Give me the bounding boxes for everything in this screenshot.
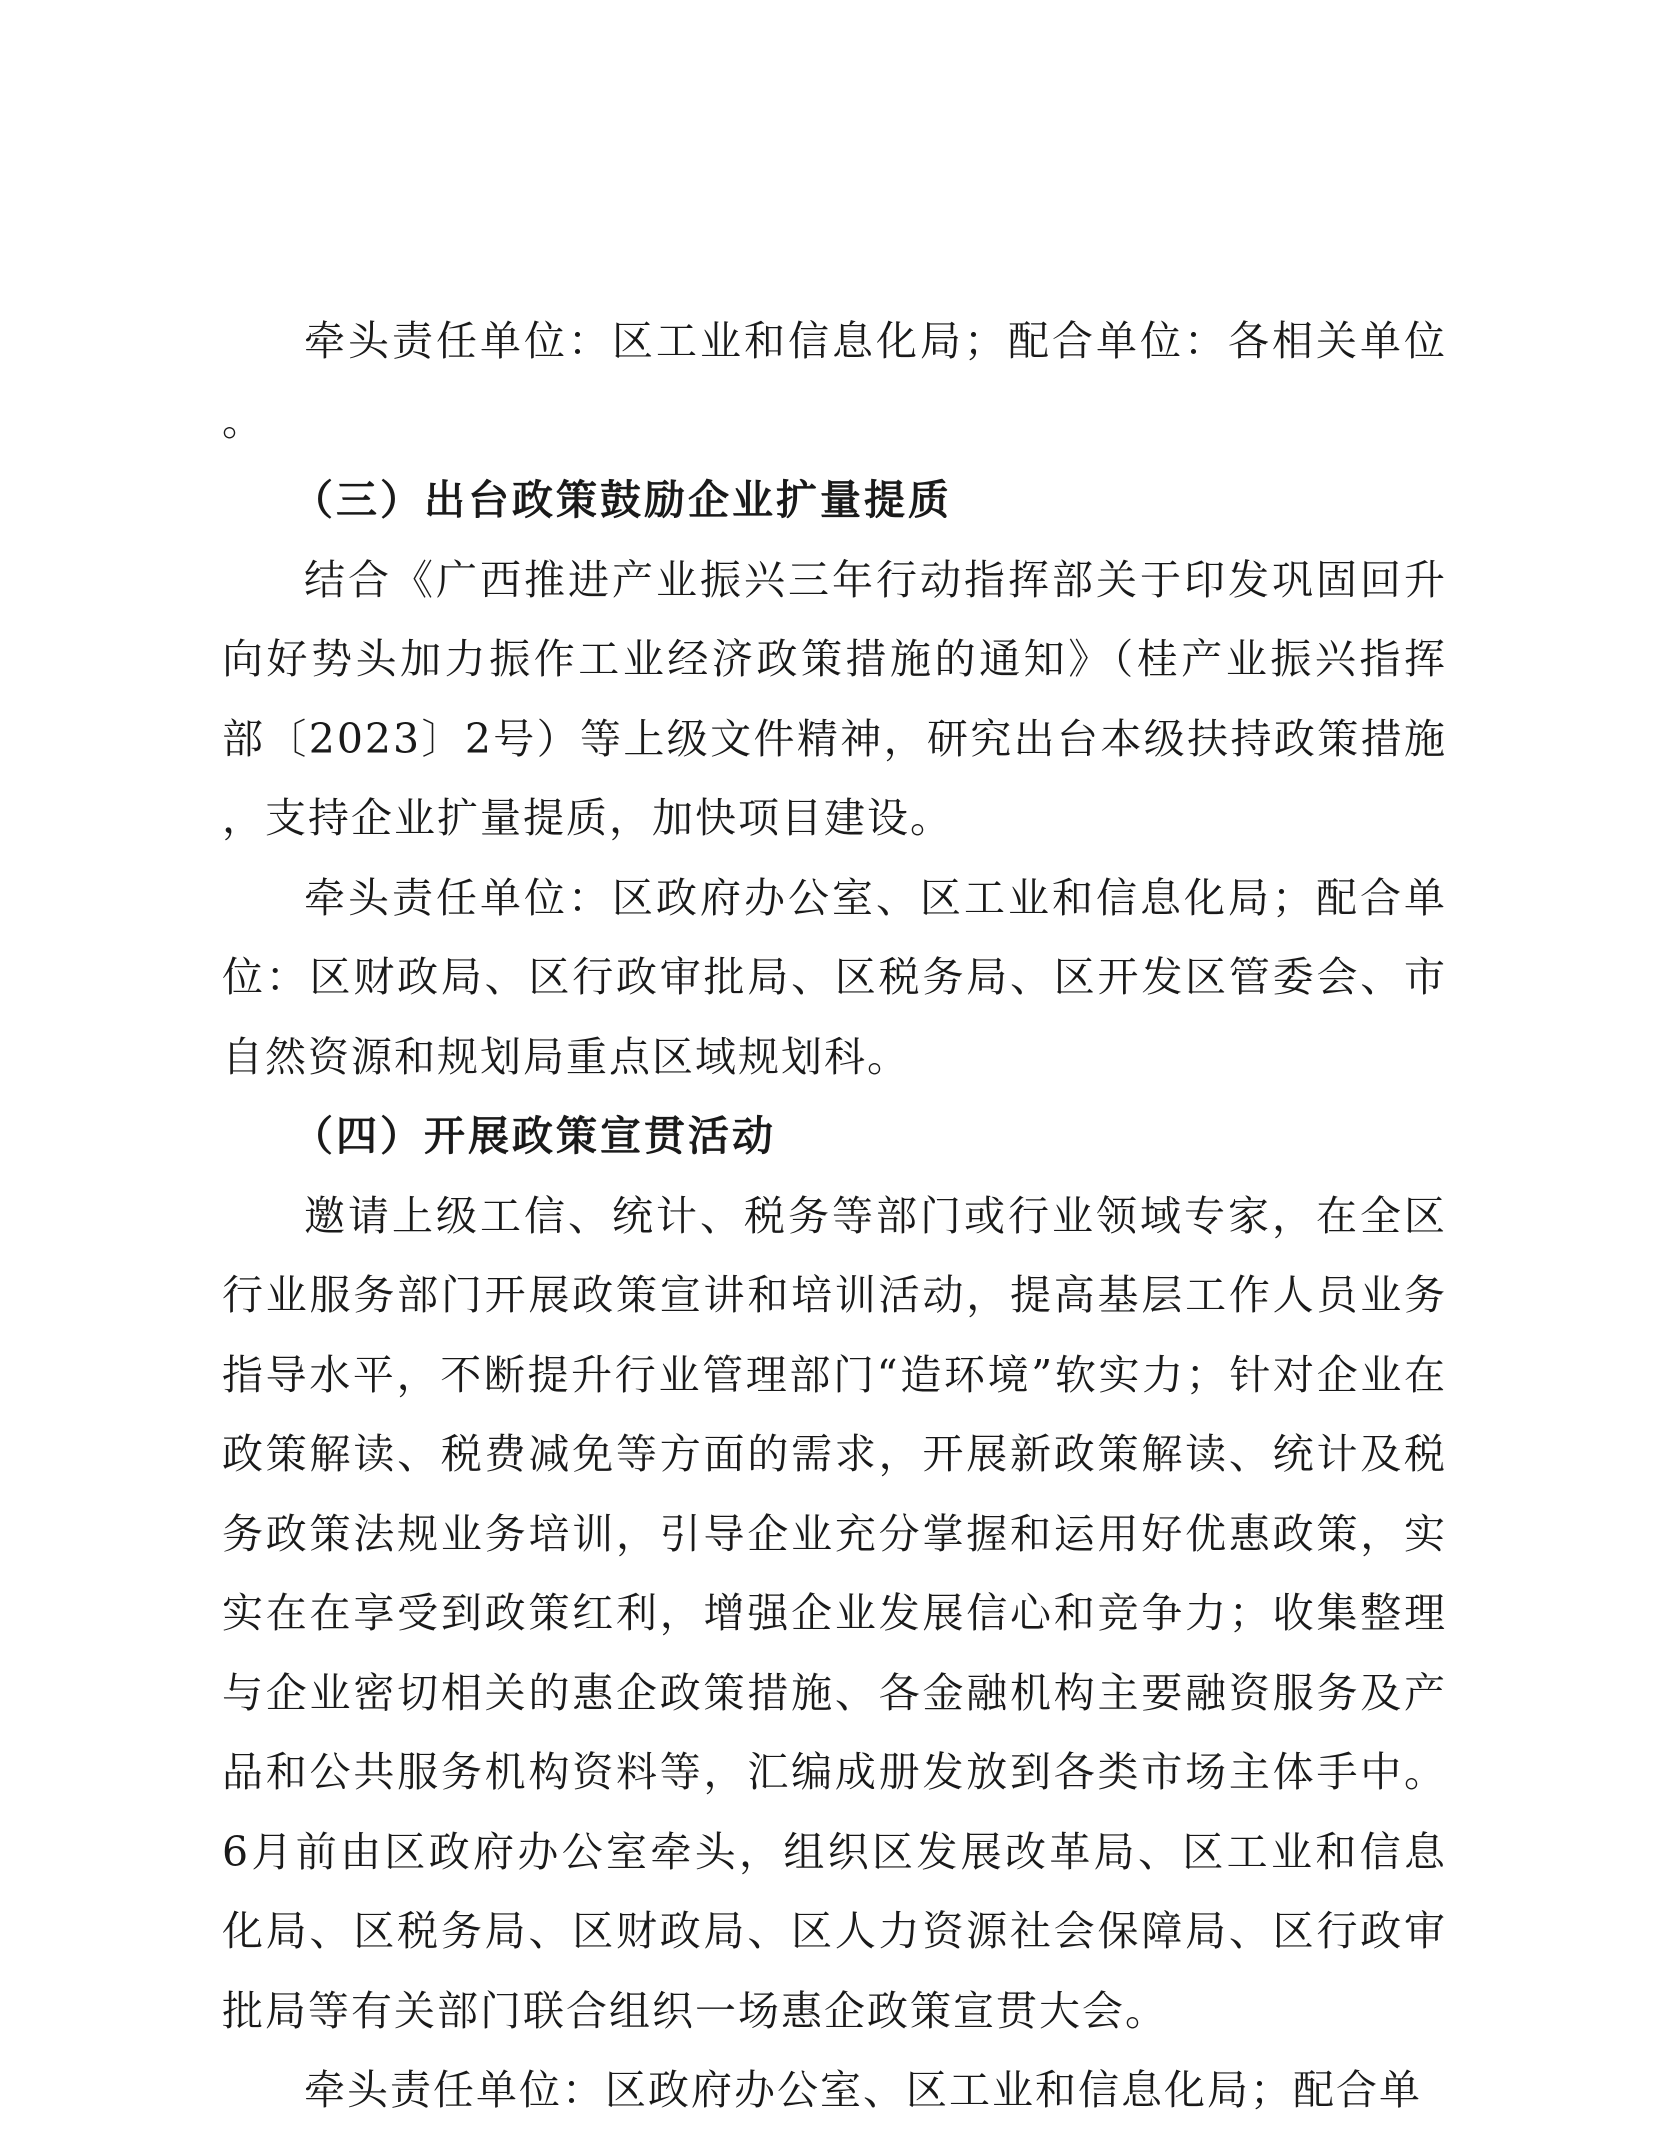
responsibility-paragraph-2: 牵头责任单位：区政府办公室、区工业和信息化局；配合单位：区财政局、区行政审批局、区税务局、区开发区管委会、市自然资源和规划局重点区域规划科。 — [222, 873, 1447, 1081]
policy-paragraph: 结合《广西推进产业振兴三年行动指挥部关于印发巩固回升向好势头加力振作工业经济政策措施的通知》（桂产业振兴指挥部〔2023〕2号）等上级文件精神，研究出台本级扶持政策措施，支持企业扩量提质，加快项目建设。 — [222, 555, 1447, 842]
training-paragraph: 邀请上级工信、统计、税务等部门或行业领域专家，在全区行业服务部门开展政策宣讲和培训活动，提高基层工作人员业务指导水平，不断提升行业管理部门“造环境”软实力；针对企业在政策解读、税费减免等方面的需求，开展新政策解读、统计及税务政策法规业务培训，引导企业充分掌握和运用好优惠政策，实实在在享受到政策红利，增强企业发展信心和竞争力；收集整理与企业密切相关的惠企政策措施、各金融机构主要融资服务及产品和公共服务机构资料等，汇编成册发放到各类市场主体手中。6月前由区政府办公室牵头，组织区发展改革局、区工业和信息化局、区税务局、区财政局、区人力资源社会保障局、区行政审批局等有关部门联合组织一场惠企政策宣贯大会。 — [222, 1191, 1447, 2035]
section-heading-3: （三）出台政策鼓励企业扩量提质 — [292, 476, 952, 524]
responsibility-paragraph-1: 牵头责任单位：区工业和信息化局；配合单位：各相关单位。 — [222, 317, 1447, 445]
section-heading-4: （四）开展政策宣贯活动 — [292, 1112, 776, 1160]
responsibility-paragraph-3: 牵头责任单位：区政府办公室、区工业和信息化局；配合单 — [304, 2066, 1422, 2114]
document-body — [222, 302, 1447, 2131]
